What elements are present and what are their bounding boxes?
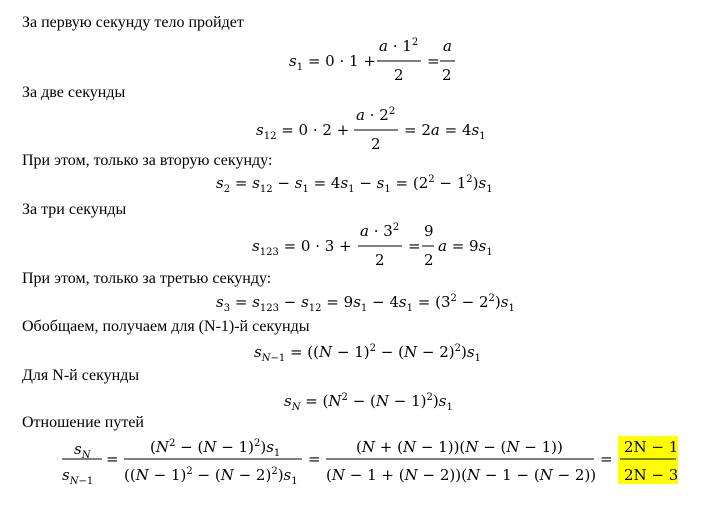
text-line-7: Для N-й секунды [22,367,140,384]
answer-denominator: 2N − 3 [624,466,679,484]
text-line-6: Обобщаем, получаем для (N-1)-й секунды [22,318,310,335]
svg-text:((N − 1)2 − (N − 2)2)s1: $((N - 1)^2 - (N - 2)^2)s_1$ [124,466,298,487]
svg-text:sN: $s_N$ [74,440,91,461]
svg-text:s1 = 0 · 1 +: $s_1 = 0 \cdot 1$ + [289,52,376,73]
equation-8 [58,430,688,490]
equation-7 [280,386,480,416]
answer-numerator: 2N − 1 [624,438,679,456]
svg-text:=: = [408,237,421,255]
svg-text:sN = (N2 − (N − 1)2)s1: $s_N = (N^2 - (N - 1)^2)s_1$ [284,392,453,413]
svg-text:=: = [427,52,440,70]
svg-text:sN−1: $s_{N-1}$ [62,466,94,487]
svg-text:2: 2 [371,135,381,153]
svg-text:a · 32: $a \cdot 3^2$ [360,222,400,240]
equation-5 [212,287,552,317]
text-line-5: При этом, только за третью секунду: [22,270,272,287]
text-line-8: Отношение путей [22,414,144,431]
svg-text:s12 = 0 · 2 +: $s_{12} = 0 \cdot 2$ + [256,121,350,142]
text-line-4: За три секунды [22,201,127,218]
svg-text:s123 = 0 · 3 +: $s_{123} = 0 \cdot 3$ + [252,237,352,258]
svg-text:a = 9s1: $a = 9s_1$ [438,237,493,258]
equation-4 [248,219,518,267]
svg-text:a: a [443,37,452,55]
equation-3 [212,168,552,198]
svg-text:= 2a = 4s1: = $2a = 4s_1$ [404,121,486,142]
svg-text:a · 22: $a \cdot 2^2$ [356,106,396,124]
text-line-1: За первую секунду тело пройдет [22,14,244,31]
svg-text:2: 2 [442,66,452,84]
svg-text:9: 9 [424,222,434,240]
svg-text:2: 2 [375,251,385,267]
svg-text:2: 2 [394,66,404,84]
equation-1 [285,36,465,84]
svg-text:(N + (N − 1))(N − (N − 1)): (N + (N − 1))(N − (N − 1)) [356,438,563,456]
svg-text:sN−1 = ((N − 1)2 − (N − 2)2)s1: $s_{N-1} = ((N - 1)^2 - (N - 2)^2)s_1$ [254,343,481,364]
equation-2 [252,105,502,153]
svg-text:=: = [600,450,613,468]
svg-text:(N2 − (N − 1)2)s1: $(N^2 - (N - 1)^2)s_1$ [150,438,281,459]
text-line-3: При этом, только за вторую секунду: [22,152,273,169]
svg-text:=: = [308,450,321,468]
text-line-2: За две секунды [22,84,126,101]
svg-text:a · 12: $a \cdot 1^2$ [379,37,419,55]
svg-text:s2 = s12 − s1 = 4s1 − s1 = (22: $s_2 = s_{12} - s_1 = 4s_1 - s_1 = (2^2 - 1^2)s_1$ [216,174,493,195]
equation-6 [250,337,510,367]
svg-text:(N − 1 + (N − 2))(N − 1 − (N −: (N − 1 + (N − 2))(N − 1 − (N − 2)) [326,466,597,484]
svg-text:=: = [106,450,119,468]
svg-text:2: 2 [424,251,434,267]
svg-text:s3 = s123 − s12 = 9s1 − 4s1 =: $s_3 = s_{123} - s_{12} = 9s_1 - 4s_1 = (3^2 - 2^2)s_1$ [216,293,515,314]
